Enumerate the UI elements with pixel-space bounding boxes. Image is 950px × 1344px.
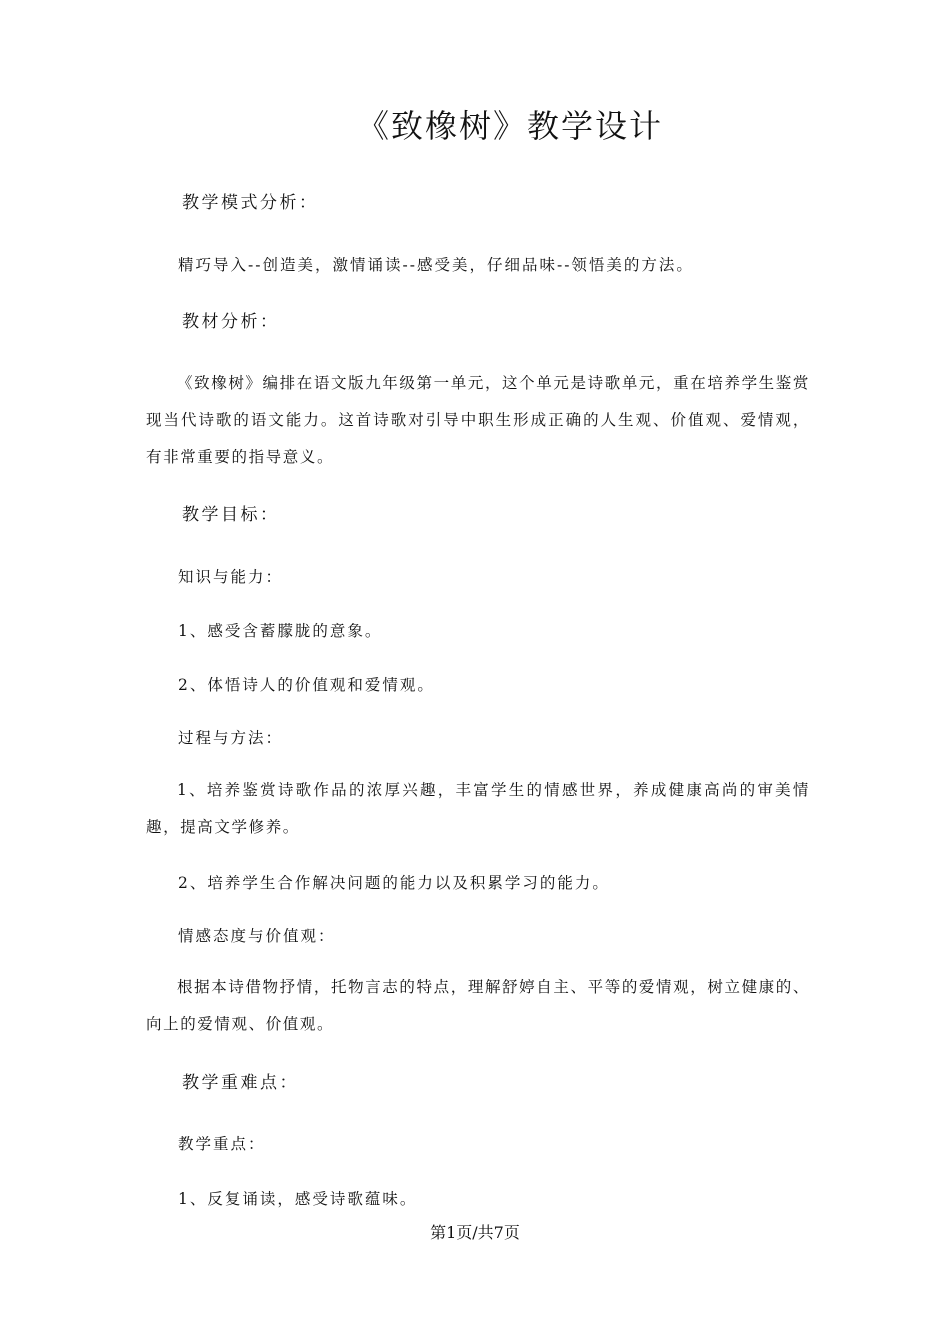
- emotion-value-heading: 情感态度与价值观：: [178, 927, 336, 945]
- knowledge-item-2: 2、体悟诗人的价值观和爱情观。: [178, 676, 435, 694]
- material-analysis-text: 《致橡树》编排在语文版九年级第一单元，这个单元是诗歌单元，重在培养学生鉴赏现当代诗歌的语文能力。这首诗歌对引导中职生形成正确的人生观、价值观、爱情观，有非常重要的指导意义。: [146, 374, 810, 466]
- emotion-value-text: 根据本诗借物抒情，托物言志的特点，理解舒婷自主、平等的爱情观，树立健康的、向上的爱情观、价值观。: [146, 978, 810, 1033]
- process-item-2: 2、培养学生合作解决问题的能力以及积累学习的能力。: [178, 874, 610, 892]
- focus-item-1: 1、反复诵读，感受诗歌蕴味。: [178, 1190, 418, 1208]
- teaching-mode-heading: 教学模式分析：: [182, 193, 319, 213]
- page-number-footer: 第1页/共7页: [430, 1223, 520, 1242]
- knowledge-item-1: 1、感受含蓄朦胧的意象。: [178, 622, 383, 640]
- process-item-1: 1、培养鉴赏诗歌作品的浓厚兴趣，丰富学生的情感世界，养成健康高尚的审美情趣，提高文学修养。: [146, 781, 810, 836]
- teaching-mode-text: 精巧导入--创造美，激情诵读--感受美，仔细品味--领悟美的方法。: [178, 256, 694, 274]
- material-analysis-heading: 教材分析：: [182, 312, 280, 332]
- process-method-heading: 过程与方法：: [178, 729, 284, 747]
- teaching-focus-heading: 教学重点：: [178, 1135, 266, 1153]
- document-title: 《致橡树》教学设计: [356, 107, 663, 145]
- knowledge-ability-heading: 知识与能力：: [178, 568, 284, 586]
- teaching-goals-heading: 教学目标：: [182, 505, 280, 525]
- key-difficulty-heading: 教学重难点：: [182, 1073, 299, 1093]
